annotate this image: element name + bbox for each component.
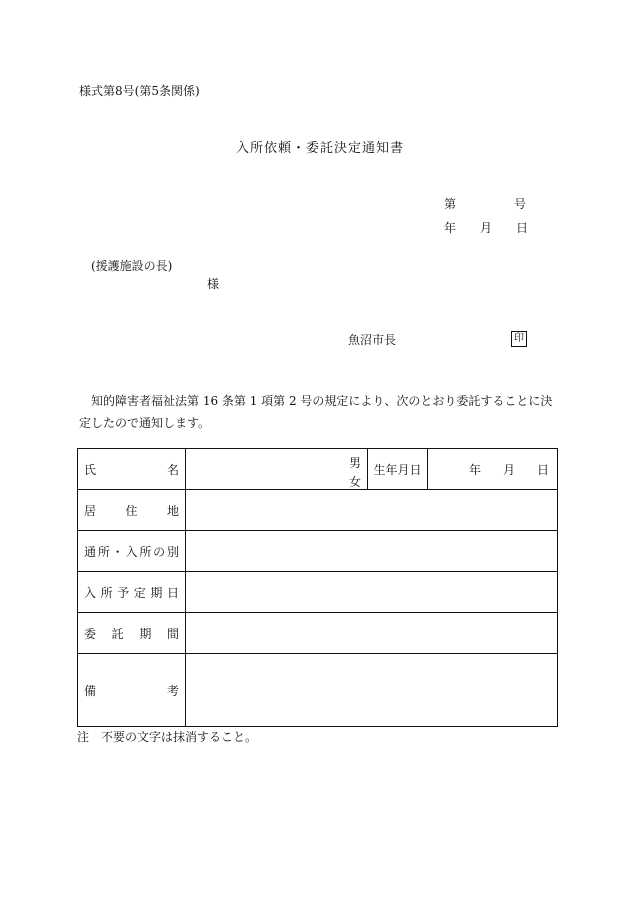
table-row-residence: [78, 490, 558, 531]
remarks-label: [84, 682, 179, 699]
label-char: 予: [117, 585, 130, 600]
notification-body: 知的障害者福祉法第 16 条第 1 項第 2 号の規定により、次のとおり委託することに決定したので通知します。: [79, 394, 553, 430]
table-row-remarks: [78, 654, 558, 727]
birthdate-year: 年: [468, 462, 481, 477]
commission-period-label-cell: [78, 613, 186, 654]
issue-date-year: 年: [444, 221, 457, 235]
issue-date-day: 日: [516, 221, 529, 235]
label-char: 入: [84, 585, 97, 600]
attendance-label-cell: [78, 531, 186, 572]
admission-date-label: [84, 584, 179, 601]
label-char: 定: [133, 585, 146, 600]
label-char: 所: [97, 544, 110, 559]
label-char: ・: [111, 544, 124, 559]
name-value-cell[interactable]: [186, 449, 368, 490]
label-char: 備: [84, 683, 97, 698]
label-char: 居: [84, 503, 97, 518]
reference-number-suffix: 号: [514, 197, 527, 211]
label-char: 期: [150, 585, 163, 600]
label-char: 別: [166, 544, 179, 559]
label-char: 入: [125, 544, 138, 559]
gender-male: 男: [348, 456, 361, 470]
residence-label-cell: [78, 490, 186, 531]
remarks-label-cell: [78, 654, 186, 727]
issue-date-month: 月: [480, 221, 493, 235]
label-char: 期: [139, 626, 152, 641]
remarks-value-cell[interactable]: [186, 654, 558, 727]
document-title: 入所依頼・委託決定通知書: [236, 141, 405, 156]
table-row-admission-date: [78, 572, 558, 613]
residence-value-cell[interactable]: [186, 490, 558, 531]
label-char: 名: [166, 462, 179, 477]
footnote: 注 不要の文字は抹消すること。: [77, 730, 258, 744]
label-char: 託: [111, 626, 124, 641]
label-char: の: [153, 544, 166, 559]
label-char: 所: [139, 544, 152, 559]
gender-female: 女: [348, 475, 361, 489]
commission-period-label: [84, 625, 179, 642]
label-char: 地: [166, 503, 179, 518]
attendance-type-label: [84, 543, 179, 560]
reference-number-prefix: 第: [444, 197, 457, 211]
info-table: [77, 448, 558, 727]
label-char: 所: [100, 585, 113, 600]
label-char: 日: [166, 585, 179, 600]
admission-date-label-cell: [78, 572, 186, 613]
label-char: 住: [125, 503, 138, 518]
form-number: 様式第8号(第5条関係): [79, 84, 200, 98]
name-label: [84, 461, 179, 478]
label-char: 氏: [84, 462, 97, 477]
birthdate-month: 月: [502, 462, 515, 477]
label-char: 考: [166, 683, 179, 698]
sender-name: 魚沼市長: [348, 333, 397, 347]
attendance-type-value-cell[interactable]: [186, 531, 558, 572]
birthdate-day: 日: [536, 462, 549, 477]
birthdate-value-cell[interactable]: [428, 449, 558, 490]
table-row-attendance-type: [78, 531, 558, 572]
name-label-cell: [78, 449, 186, 490]
table-row-name: [78, 449, 558, 490]
commission-period-value-cell[interactable]: [186, 613, 558, 654]
addressee-honorific: 様: [207, 277, 220, 291]
label-char: 間: [166, 626, 179, 641]
residence-label: [84, 502, 179, 519]
admission-date-value-cell[interactable]: [186, 572, 558, 613]
addressee-name: (援護施設の長): [91, 259, 173, 273]
seal-stamp-box: 印: [511, 331, 527, 347]
birthdate-label: 生年月日: [368, 449, 428, 490]
table-row-commission-period: [78, 613, 558, 654]
label-char: 通: [84, 544, 97, 559]
label-char: 委: [84, 626, 97, 641]
